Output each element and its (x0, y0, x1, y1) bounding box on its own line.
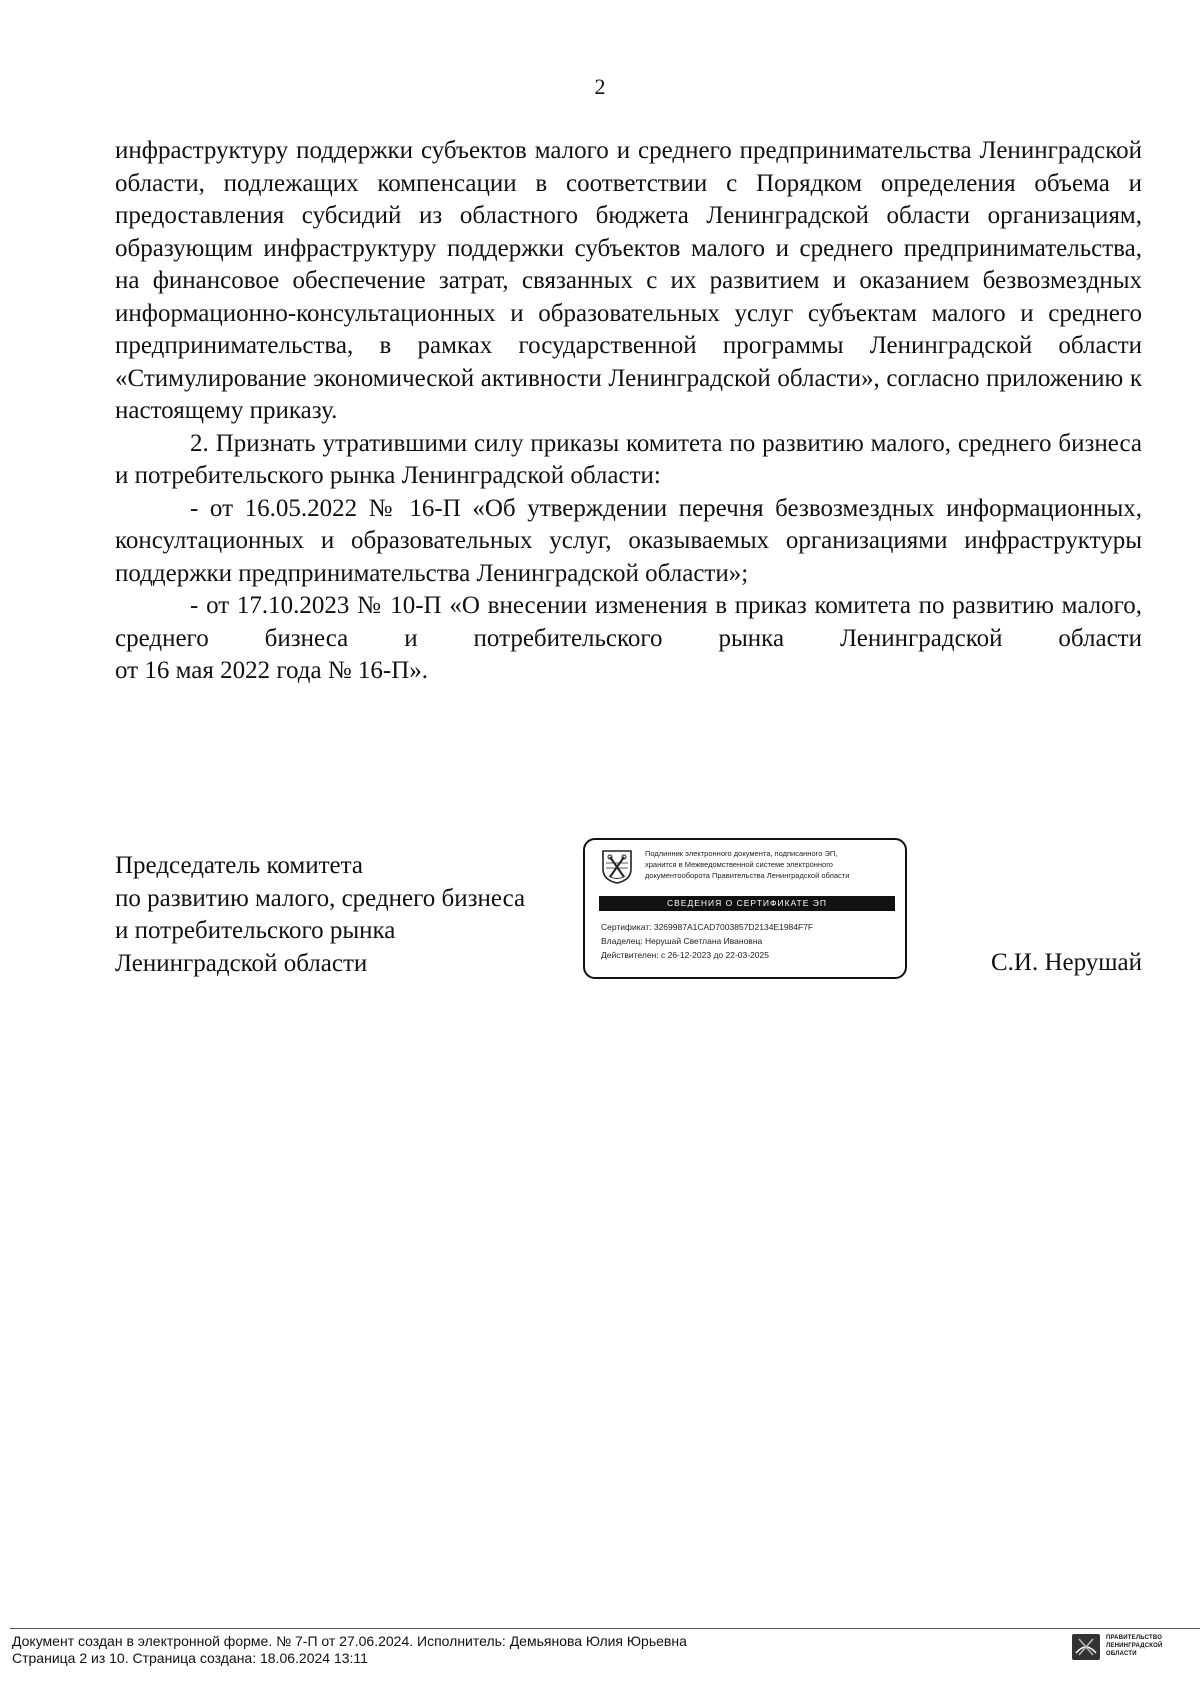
signer-name: С.И. Нерушай (990, 949, 1142, 976)
signer-position (115, 850, 585, 980)
government-logo-text (1106, 1634, 1186, 1658)
page-number: 2 (594, 74, 606, 99)
stamp-header-line: Подлинник электронного документа, подписанного ЭП, (645, 849, 838, 858)
signer-position-line: по развитию малого, среднего бизнеса (115, 884, 526, 912)
stamp-certificate-bar: СВЕДЕНИЯ О СЕРТИФИКАТЕ ЭП (599, 896, 895, 911)
signer-position-line: Ленинградской области (115, 949, 368, 977)
logo-text-line: ОБЛАСТИ (1106, 1651, 1137, 1657)
stamp-header-line: хранится в Межведомственной системе электронного (645, 860, 833, 869)
government-logo-icon (1071, 1633, 1101, 1661)
footer-line-page: Страница 2 из 10. Страница создана: 18.06.2024 13:11 (12, 1650, 368, 1666)
document-body (115, 135, 1142, 688)
stamp-header-line: документооборота Правительства Ленинградской области (645, 871, 850, 880)
paragraph-order-16p: - от 16.05.2022 № 16-П «Об утверждении перечня безвозмездных информационных, консултационных и образовательных услуг, оказываемых организациями инфраструктуры поддержки предпринимательства Ленинградской области»; (115, 494, 1142, 587)
document-footer (12, 1633, 1012, 1667)
footer-divider (10, 1628, 1200, 1629)
footer-line-document: Документ создан в электронной форме. № 7-П от 27.06.2024. Исполнитель: Демьянова Юлия Юрьевна (12, 1633, 687, 1649)
logo-text-line: ПРАВИТЕЛЬСТВО (1106, 1635, 1163, 1641)
certificate-validity: Действителен: с 26-12-2023 до 22-03-2025 (601, 950, 769, 960)
signer-position-line: и потребительского рынка (115, 917, 396, 944)
paragraph-revoke-orders: 2. Признать утратившими силу приказы комитета по развитию малого, среднего бизнеса и потребительского рынка Ленинградской области: (115, 429, 1142, 489)
paragraph-order-10p-end: от 16 мая 2022 года № 16-П». (115, 657, 429, 684)
coat-of-arms-icon (601, 849, 633, 885)
paragraph-order-10p: - от 17.10.2023 № 10-П «О внесении изменения в приказ комитета по развитию малого, среднего бизнеса и потребительского рынка Ленинградской области (115, 592, 1142, 652)
electronic-signature-stamp (583, 838, 907, 979)
signer-position-line: Председатель комитета (115, 852, 363, 879)
certificate-number: Сертификат: 3269987A1CAD7003857D2134E1984F7F (601, 922, 814, 932)
certificate-owner: Владелец: Нерушай Светлана Ивановна (601, 936, 763, 946)
paragraph-subsidy-procedure: инфраструктуру поддержки субъектов малого и среднего предпринимательства Ленинградской области, подлежащих компенсации в соответствии с Порядком определения объема и предоставления субсидий из областного бюджета Ленинградской области организациям, образующим инфраструктуру поддержки субъектов малого и среднего предпринимательства, на финансовое обеспечение затрат, связанных с их развитием и оказанием безвозмездных информационно-консультационных и образовательных услуг субъектам малого и среднего предпринимательства, в рамках государственной программы Ленинградской области «Стимулирование экономической активности Ленинградской области», согласно приложению к настоящему приказу. (115, 137, 1142, 424)
stamp-details (601, 920, 901, 962)
logo-text-line: ЛЕНИНГРАДСКОЙ (1106, 1643, 1163, 1649)
stamp-header (645, 848, 899, 881)
